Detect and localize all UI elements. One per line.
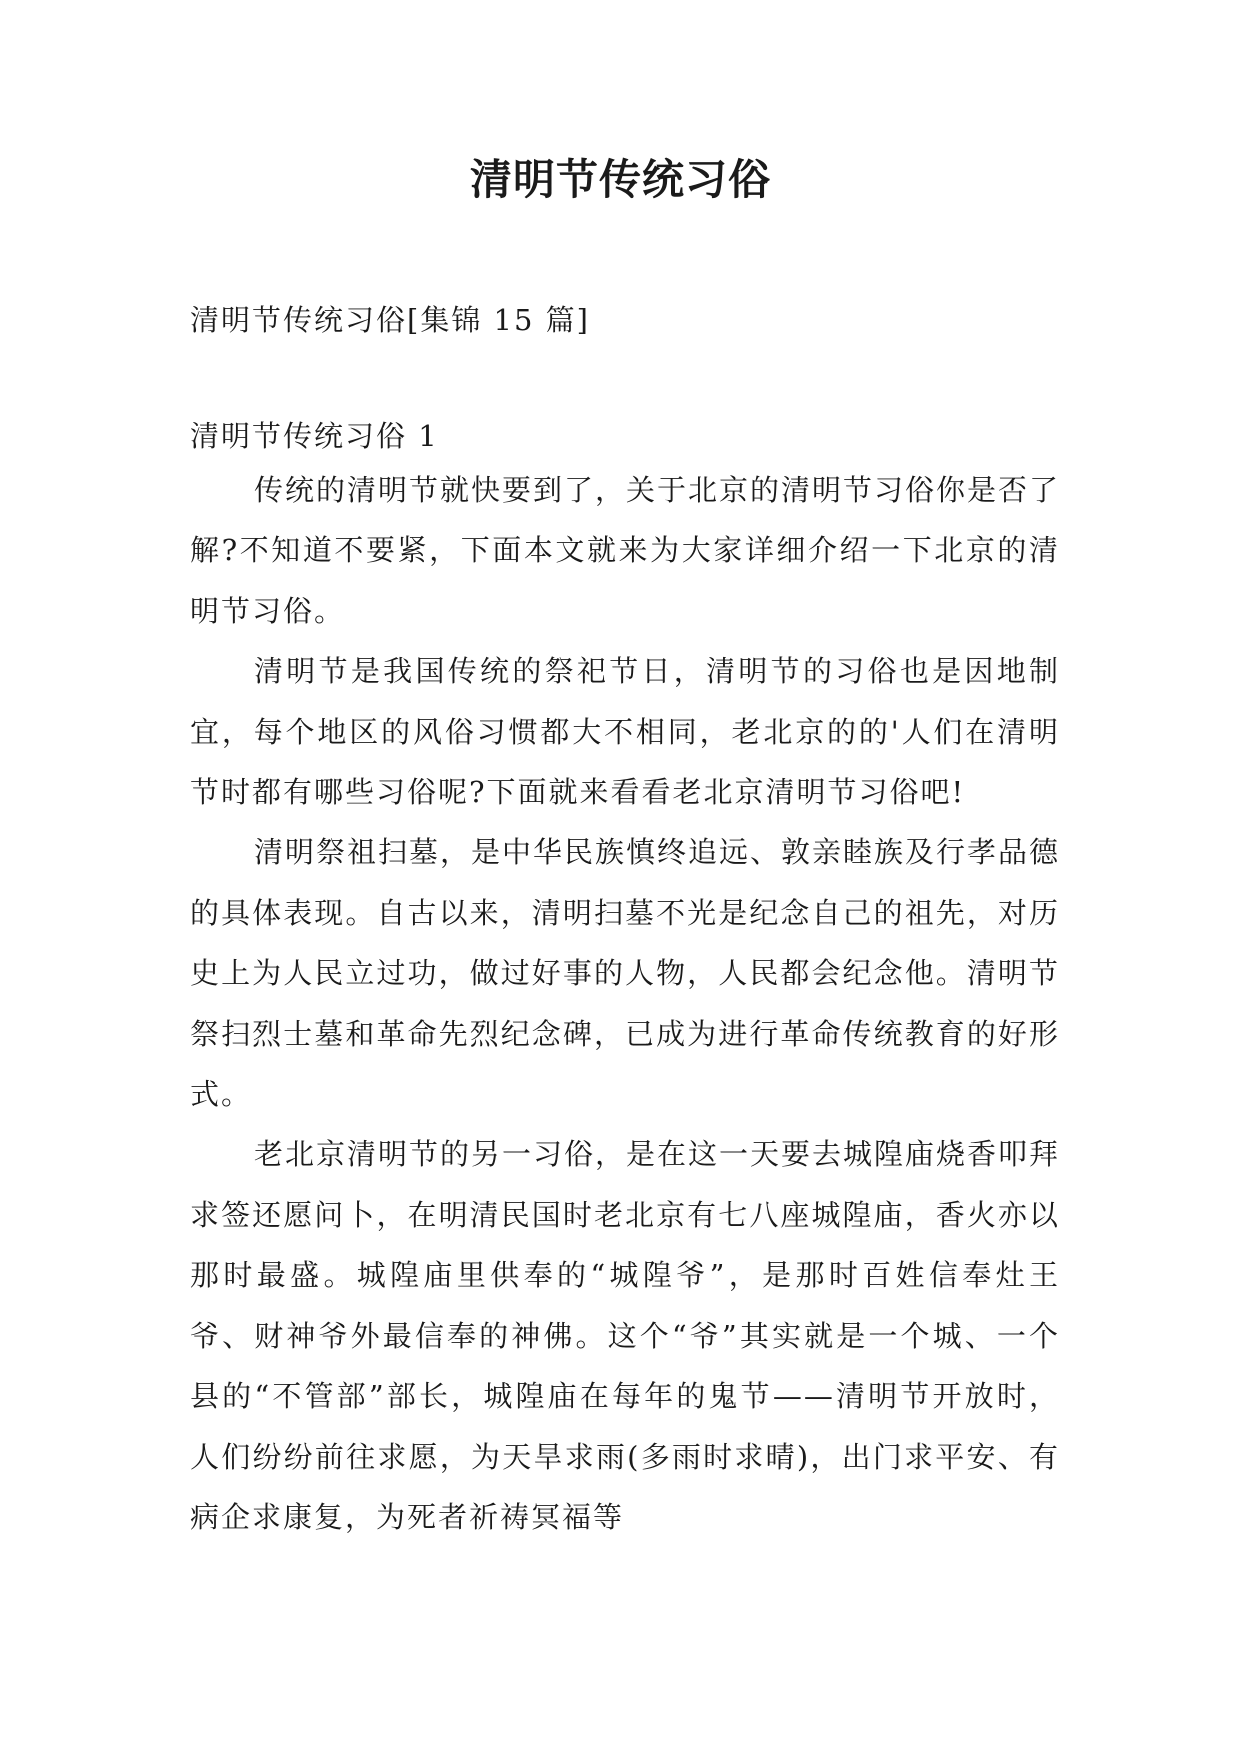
document-title: 清明节传统习俗 — [469, 155, 771, 204]
paragraph: 老北京清明节的另一习俗，是在这一天要去城隍庙烧香叩拜求签还愿问卜，在明清民国时老北京有七八座城隍庙，香火亦以那时最盛。城隍庙里供奉的“城隍爷”，是那时百姓信奉灶王爷、财神爷外最信奉的神佛。这个“爷”其实就是一个城、一个县的“不管部”部长，城隍庙在每年的鬼节——清明节开放时，人们纷纷前往求愿，为天旱求雨(多雨时求晴)，出门求平安、有病企求康复，为死者祈祷冥福等 — [190, 1137, 1061, 1534]
paragraph: 传统的清明节就快要到了，关于北京的清明节习俗你是否了解?不知道不要紧，下面本文就来为大家详细介绍一下北京的清明节习俗。 — [190, 473, 1061, 628]
paragraph: 清明节是我国传统的祭祀节日，清明节的习俗也是因地制宜，每个地区的风俗习惯都大不相同，老北京的的'人们在清明节时都有哪些习俗呢?下面就来看看老北京清明节习俗吧! — [190, 654, 1060, 810]
paragraph: 清明祭祖扫墓，是中华民族慎终追远、敦亲睦族及行孝品德的具体表现。自古以来，清明扫墓不光是纪念自己的祖先，对历史上为人民立过功，做过好事的人物，人民都会纪念他。清明节祭扫烈士墓和革命先烈纪念碑，已成为进行革命传统教育的好形式。 — [190, 835, 1061, 1112]
document-subtitle: 清明节传统习俗[集锦 15 篇] — [190, 303, 590, 337]
article-body — [190, 460, 1060, 1547]
section-heading: 清明节传统习俗 1 — [190, 419, 439, 453]
